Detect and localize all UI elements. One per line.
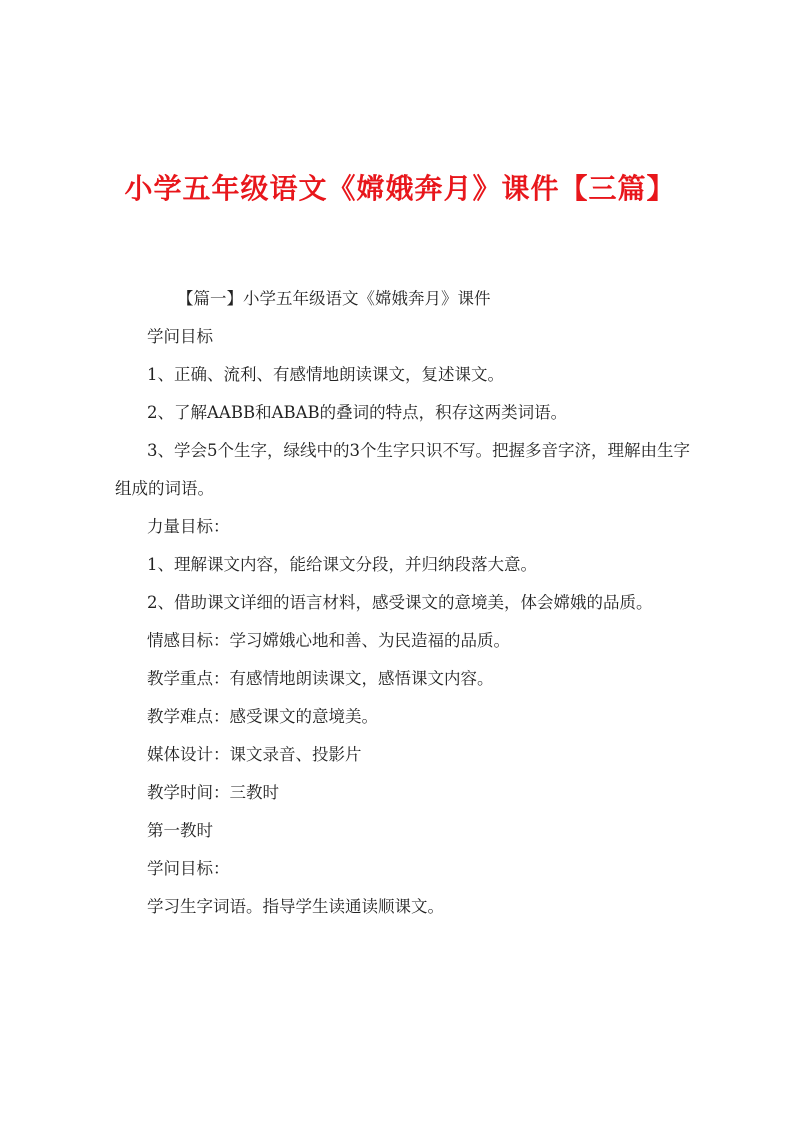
paragraph: 3、学会5个生字，绿线中的3个生字只识不写。把握多音字济，理解由生字组成的词语。 — [115, 441, 690, 498]
paragraph: 学问目标 — [147, 327, 213, 346]
paragraph: 媒体设计：课文录音、投影片 — [147, 745, 362, 764]
document-body — [115, 280, 700, 926]
document-title: 小学五年级语文《嫦娥奔月》课件【三篇】 — [124, 172, 676, 205]
paragraph: 教学重点：有感情地朗读课文，感悟课文内容。 — [147, 669, 494, 688]
paragraph: 第一教时 — [147, 821, 213, 840]
paragraph: 2、了解AABB和ABAB的叠词的特点，积存这两类词语。 — [147, 403, 568, 422]
paragraph: 2、借助课文详细的语言材料，感受课文的意境美，体会嫦娥的品质。 — [147, 593, 653, 612]
paragraph: 学习生字词语。指导学生读通读顺课文。 — [147, 897, 444, 916]
paragraph: 1、理解课文内容，能给课文分段，并归纳段落大意。 — [147, 555, 537, 574]
paragraph: 教学时间：三教时 — [147, 783, 279, 802]
section-heading: 【篇一】小学五年级语文《嫦娥奔月》课件 — [177, 289, 491, 308]
paragraph: 学问目标： — [147, 859, 230, 878]
paragraph: 教学难点：感受课文的意境美。 — [147, 707, 378, 726]
paragraph: 力量目标： — [147, 517, 230, 536]
paragraph: 情感目标：学习嫦娥心地和善、为民造福的品质。 — [147, 631, 510, 650]
paragraph: 1、正确、流利、有感情地朗读课文，复述课文。 — [147, 365, 504, 384]
